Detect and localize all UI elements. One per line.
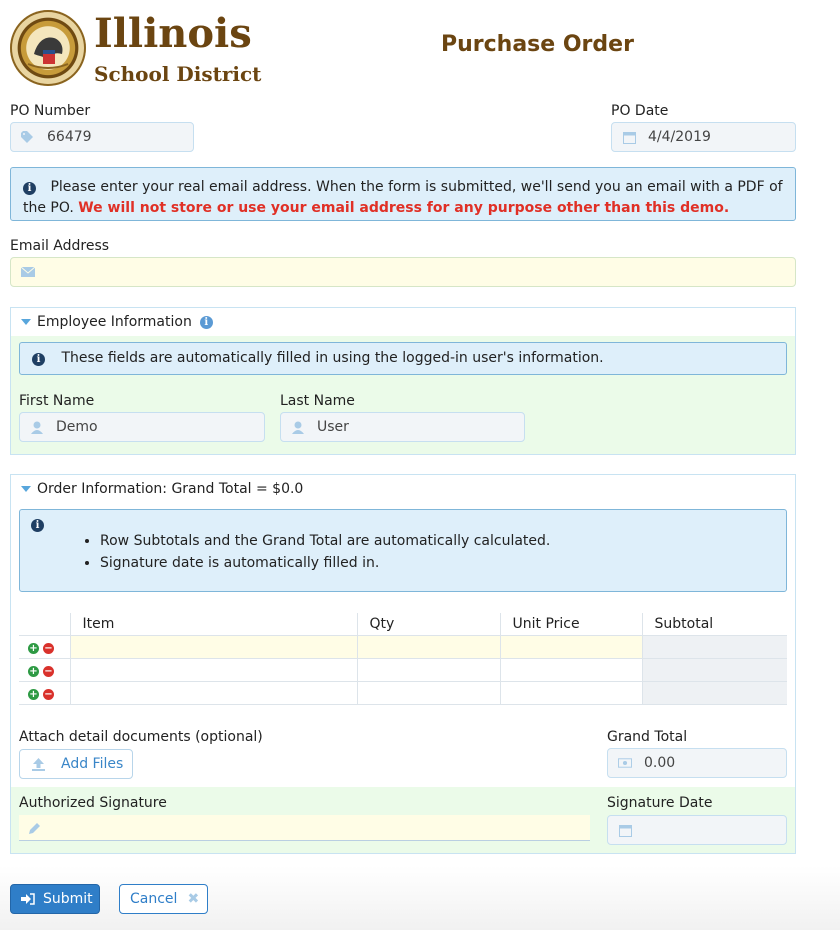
add-files-button[interactable] <box>19 749 133 779</box>
collapse-triangle-icon <box>21 486 31 492</box>
state-seal-logo <box>10 10 86 86</box>
close-icon: ✖ <box>187 891 200 907</box>
po-date-value: 4/4/2019 <box>648 129 711 145</box>
po-date-field[interactable] <box>611 122 796 152</box>
subtotal-cell <box>642 682 787 705</box>
info-icon: i <box>31 519 44 532</box>
employee-section-title: Employee Information <box>37 314 192 330</box>
po-number-field[interactable] <box>10 122 194 152</box>
column-header-unit-price: Unit Price <box>500 613 642 636</box>
column-header-qty: Qty <box>357 613 500 636</box>
calendar-icon <box>622 130 636 144</box>
attach-label: Attach detail documents (optional) <box>19 729 263 745</box>
email-notice <box>10 167 796 221</box>
row-controls <box>19 659 70 682</box>
subtotal-cell <box>642 659 787 682</box>
first-name-value: Demo <box>56 419 98 435</box>
employee-section <box>10 307 796 455</box>
pencil-icon <box>29 822 41 834</box>
add-row-icon[interactable]: + <box>29 643 38 654</box>
collapse-triangle-icon <box>21 319 31 325</box>
item-cell[interactable] <box>70 682 357 705</box>
table-header-row <box>19 613 787 636</box>
unit-price-cell[interactable] <box>500 682 642 705</box>
order-items-table <box>19 613 787 705</box>
info-icon: i <box>32 353 45 366</box>
row-controls <box>19 636 70 659</box>
money-icon <box>618 756 632 770</box>
order-section-header[interactable] <box>11 475 795 503</box>
po-date-label: PO Date <box>611 103 669 119</box>
remove-row-icon[interactable]: − <box>44 666 53 677</box>
order-section <box>10 474 796 854</box>
user-icon <box>291 420 305 434</box>
signature-date-field <box>607 815 787 845</box>
upload-icon <box>32 758 45 771</box>
submit-label: Submit <box>43 891 93 907</box>
employee-notice <box>19 342 787 375</box>
submit-button[interactable] <box>10 884 100 914</box>
signature-date-label: Signature Date <box>607 795 713 811</box>
email-notice-warning: We will not store or use your email address for any purpose other than this demo. <box>78 200 730 216</box>
table-row <box>19 659 787 682</box>
brand-title: Illinois <box>94 10 252 57</box>
grand-total-field <box>607 748 787 778</box>
add-row-icon[interactable]: + <box>29 666 38 677</box>
remove-row-icon[interactable]: − <box>44 689 53 700</box>
page-title: Purchase Order <box>441 32 634 57</box>
subtotal-cell <box>642 636 787 659</box>
calendar-icon <box>618 823 632 837</box>
row-controls <box>19 682 70 705</box>
row-controls-header <box>19 613 70 636</box>
add-row-icon[interactable]: + <box>29 689 38 700</box>
order-note: • Row Subtotals and the Grand Total are automatically calculated. <box>100 530 550 552</box>
email-notice-text: Please enter your real email address. When the form is submitted, we'll send you an email with a PDF of the PO. <box>23 179 783 216</box>
item-cell[interactable] <box>70 659 357 682</box>
first-name-field[interactable] <box>19 412 265 442</box>
order-section-title: Order Information: Grand Total = $0.0 <box>37 481 304 497</box>
last-name-value: User <box>317 419 349 435</box>
signature-row <box>11 787 795 853</box>
grand-total-label: Grand Total <box>607 729 688 745</box>
cancel-button[interactable] <box>119 884 208 914</box>
envelope-icon <box>21 265 35 279</box>
first-name-label: First Name <box>19 393 95 409</box>
order-notice <box>19 509 787 592</box>
column-header-item: Item <box>70 613 357 636</box>
qty-cell[interactable] <box>357 636 500 659</box>
last-name-field[interactable] <box>280 412 525 442</box>
brand-subtitle: School District <box>94 62 262 86</box>
qty-cell[interactable] <box>357 659 500 682</box>
remove-row-icon[interactable]: − <box>44 643 53 654</box>
order-note: • Signature date is automatically filled in. <box>100 552 550 574</box>
grand-total-value: 0.00 <box>644 755 676 771</box>
add-files-label: Add Files <box>61 756 124 772</box>
email-input[interactable] <box>10 257 796 287</box>
table-row <box>19 682 787 705</box>
email-label: Email Address <box>10 238 110 254</box>
signature-label: Authorized Signature <box>19 795 167 811</box>
sign-in-icon <box>21 893 35 905</box>
order-notes-list <box>20 530 550 574</box>
user-icon <box>30 420 44 434</box>
qty-cell[interactable] <box>357 682 500 705</box>
po-number-label: PO Number <box>10 103 91 119</box>
tag-icon <box>21 130 35 144</box>
unit-price-cell[interactable] <box>500 636 642 659</box>
item-cell[interactable] <box>70 636 357 659</box>
table-row <box>19 636 787 659</box>
column-header-subtotal: Subtotal <box>642 613 787 636</box>
employee-notice-text: These fields are automatically filled in using the logged-in user's information. <box>61 350 604 366</box>
info-icon: i <box>23 182 36 195</box>
unit-price-cell[interactable] <box>500 659 642 682</box>
po-number-value: 66479 <box>47 129 92 145</box>
cancel-label: Cancel <box>130 891 178 907</box>
last-name-label: Last Name <box>280 393 355 409</box>
employee-section-header[interactable] <box>11 308 795 336</box>
signature-input[interactable] <box>19 815 590 841</box>
info-icon[interactable]: i <box>200 316 213 329</box>
